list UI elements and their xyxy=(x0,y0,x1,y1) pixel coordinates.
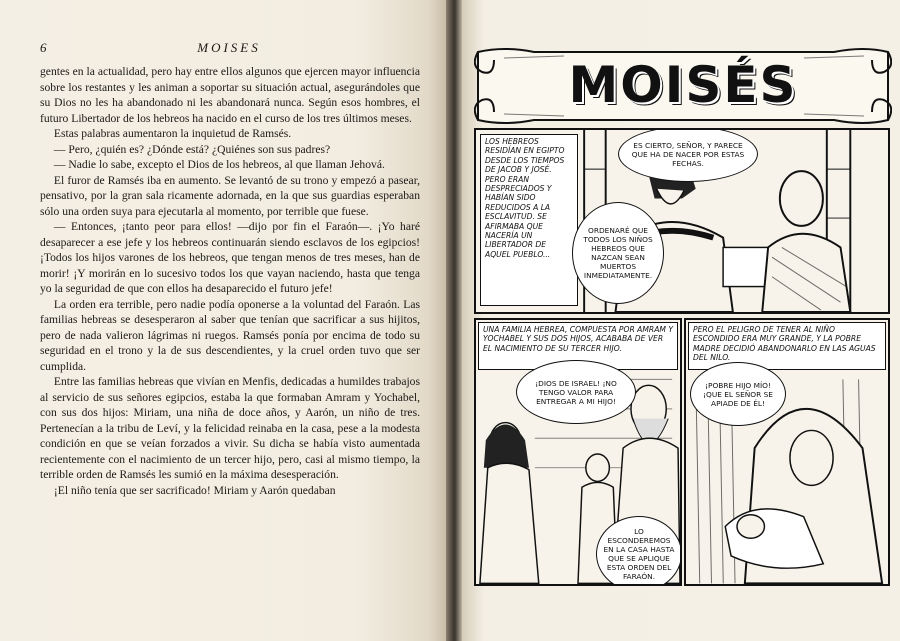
right-page xyxy=(462,0,900,641)
speech-bubble: ¡DIOS DE ISRAEL! ¡NO TENGO VALOR PARA ENTREGAR A MI HIJO! xyxy=(516,360,636,424)
paragraph: gentes en la actualidad, pero hay entre ellos algunos que ejercen mayor influencia sobre los restantes y les animan a soportar su situación actual, asegurándoles que su Dios no les ha abandonado ni les abandonará nunca. Según esos hombres, el futuro Libertador de los hebreos ha nacido en el curso de los tres últimos meses. xyxy=(40,65,420,125)
paragraph: — Entonces, ¡tanto peor para ellos! —dijo por fin el Faraón—. ¡Yo haré desaparecer a ese jefe y los hebreos continuarán siendo esclavos de los egipcios! ¡Todos los hijos varones de los hebreos, que tengan menos de tres meses, han de morir! ¡Y morirán en lo sucesivo todos los que vayan naciendo, hasta que tenga yo la seguridad de que con ellos ha desaparecido el futuro jefe! xyxy=(40,220,420,295)
paragraph: ¡El niño tenía que ser sacrificado! Miriam y Aarón quedaban xyxy=(53,483,336,497)
running-title: MOISES xyxy=(197,40,261,55)
speech-bubble: ORDENARÉ QUE TODOS LOS NIÑOS HEBREOS QUE NAZCAN SEAN MUERTOS INMEDIATAMENTE. xyxy=(572,202,664,304)
speech-bubble: LO ESCONDEREMOS EN LA CASA HASTA QUE SE APLIQUE ESTA ORDEN DEL FARAÓN. xyxy=(596,516,682,586)
panel-caption: UNA FAMILIA HEBREA, COMPUESTA POR AMRAM Y YOCHABEL Y SUS DOS HIJOS, ACABABA DE VER EL NACIMIENTO DE SU TERCER HIJO. xyxy=(478,322,678,370)
left-page xyxy=(0,0,446,641)
page-number: 6 xyxy=(40,40,47,55)
comic-panel-2 xyxy=(474,318,682,586)
book-gutter xyxy=(446,0,462,641)
speech-bubble: ES CIERTO, SEÑOR, Y PARECE QUE HA DE NACER POR ESTAS FECHAS. xyxy=(618,128,758,182)
paragraph: — Pero, ¿quién es? ¿Dónde está? ¿Quiénes son sus padres? xyxy=(53,142,331,156)
speech-bubble: ¡POBRE HIJO MÍO! ¡QUE EL SEÑOR SE APIADE DE ÉL! xyxy=(690,362,786,426)
paragraph: El furor de Ramsés iba en aumento. Se levantó de su trono y empezó a pasear, pensativo, por la gran sala ricamente adornada, en la que sus guardias esperaban sólo una orden suya para ejecutarla al momento, por terrible que fuese. xyxy=(40,173,420,218)
paragraph: — Nadie lo sabe, excepto el Dios de los hebreos, al que llaman Jehová. xyxy=(53,158,385,171)
page-header xyxy=(40,40,418,58)
paragraph: La orden era terrible, pero nadie podía oponerse a la voluntad del Faraón. Las familias hebreas se desesperaron al saber que tenían que sacrificar a sus hijitos, pero de nada valieron lágrimas ni ruegos. Ramsés ponía por encima de todo su seguridad en el trono y la de sus descendientes, y la cruel orden tuvo que ser cumplida. xyxy=(40,297,420,373)
comic-panel-1 xyxy=(474,128,890,314)
title-scroll-banner xyxy=(474,46,892,126)
panel-caption: PERO EL PELIGRO DE TENER AL NIÑO ESCONDIDO ERA MUY GRANDE, Y LA POBRE MADRE DECIDIÓ ABANDONARLO EN LAS AGUAS DEL NILO. xyxy=(688,322,886,370)
paragraph: Entre las familias hebreas que vivían en Menfis, dedicadas a humildes trabajos al servicio de sus señores egipcios, estaba la que formaban Amram y Yochabel, con sus dos hijos: Miriam, una niña de doce años, y Aarón, un niño de tres. Pertenecían a la tribu de Leví, y la felicidad reinaba en la casa, pese a la modesta condición en que se veían forzados a vivir. Su dicha se había visto aumentada recientemente con el nacimiento de un tercer hijo, pero, casi al mismo tiempo, la terrible orden de Ramsés les sumió en la máxima desesperación. xyxy=(40,375,420,481)
comic-panel-3 xyxy=(684,318,890,586)
panel-caption: LOS HEBREOS RESIDÍAN EN EGIPTO DESDE LOS TIEMPOS DE JACOB Y JOSÉ. PERO ERAN DESPRECIADOS Y HABÍAN SIDO REDUCIDOS A LA ESCLAVITUD. SE AFIRMABA QUE NACERÍA UN LIBERTADOR DE AQUEL PUEBLO... xyxy=(480,134,578,306)
body-text xyxy=(40,64,420,498)
comic-title: MOISÉS xyxy=(568,56,798,114)
paragraph: Estas palabras aumentaron la inquietud de Ramsés. xyxy=(53,127,292,140)
